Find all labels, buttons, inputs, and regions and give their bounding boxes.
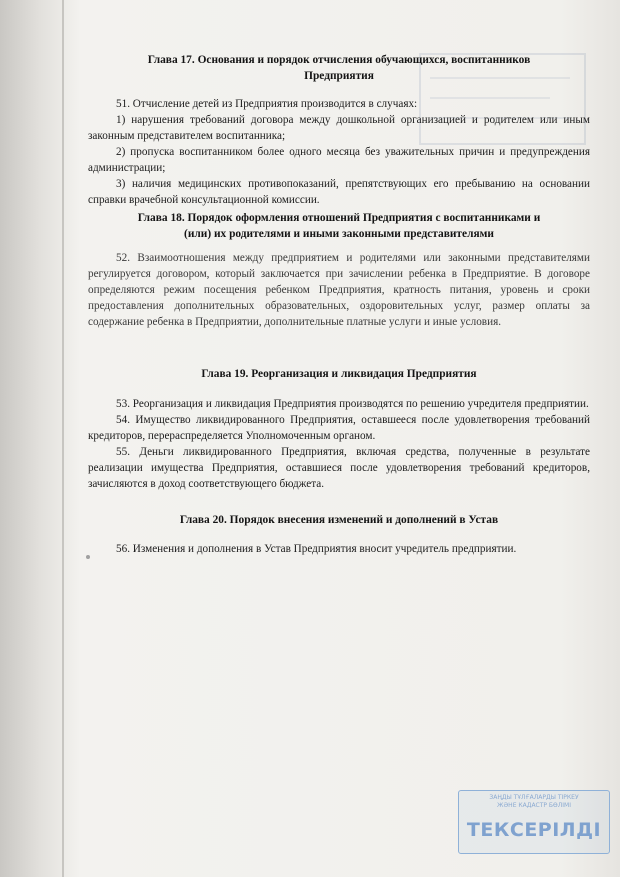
chapter-19-heading [88,366,590,382]
chapter-19-body [88,396,590,492]
chapter-17-title-line2: Предприятия [304,70,374,82]
clause-51-item-3: 3) наличия медицинских противопоказаний, препятствующих его пребыванию на основании справки врачебной консультационной комиссии. [88,178,590,206]
chapter-17-heading [88,52,590,84]
clause-53: 53. Реорганизация и ликвидация Предприятия производятся по решению учредителя предприятии. [116,398,589,410]
binding-gutter [62,0,64,877]
ink-speck [86,555,90,559]
chapter-17-body [88,96,590,208]
clause-54: 54. Имущество ликвидированного Предприятия, оставшееся после удовлетворения требований кредиторов, перераспределяется Уполномоченным органом. [88,414,590,442]
clause-56: 56. Изменения и дополнения в Устав Предприятия вносит учредитель предприятии. [116,543,517,555]
clause-55: 55. Деньги ликвидированного Предприятия, включая средства, полученные в результате реализации имущества Предприятия, оставшиеся после удовлетворения требований кредиторов, зачисляются в доход соответствующего бюджета. [88,446,590,490]
chapter-18-heading [88,210,590,242]
verification-stamp [458,790,610,854]
stamp-line-1: ЗАҢДЫ ТҰЛҒАЛАРДЫ ТІРКЕУ [489,794,579,801]
clause-51-item-1: 1) нарушения требований договора между дошкольной организацией и родителем или иным законным представителем воспитанника; [88,114,590,142]
clause-51: 51. Отчисление детей из Предприятия производится в случаях: [116,98,418,110]
clause-52: 52. Взаимоотношения между предприятием и родителями или законными представителями регулируется договором, который заключается при зачислении ребенка в Предприятие. В договоре определяются режим посещения ребенком Предприятия, кратность питания, уровень и сроки предоставления дополнительных образовательных, оздоровительных услуг, размер оплаты за содержание ребенка в Предприятии, дополнительные платные услуги и иные условия. [88,252,590,328]
stamp-word: ТЕКСЕРІЛДІ [466,819,602,841]
chapter-20-title: Глава 20. Порядок внесения изменений и дополнений в Устав [179,514,499,526]
chapter-18-body [88,250,590,330]
chapter-18-title-line1: Глава 18. Порядок оформления отношений Предприятия с воспитанниками и [137,212,541,224]
clause-51-item-2: 2) пропуска воспитанником более одного месяца без уважительных причин и предупреждения администрации; [88,146,590,174]
stamp-line-2: ЖӘНЕ КАДАСТР БӨЛІМІ [497,802,571,809]
chapter-17-title-line1: Глава 17. Основания и порядок отчисления обучающихся, воспитанников [147,54,531,66]
chapter-20-body [88,541,590,557]
chapter-18-title-line2: (или) их родителями и иными законными представителями [184,228,494,240]
chapter-20-heading [88,512,590,528]
chapter-19-title: Глава 19. Реорганизация и ликвидация Предприятия [201,368,477,380]
